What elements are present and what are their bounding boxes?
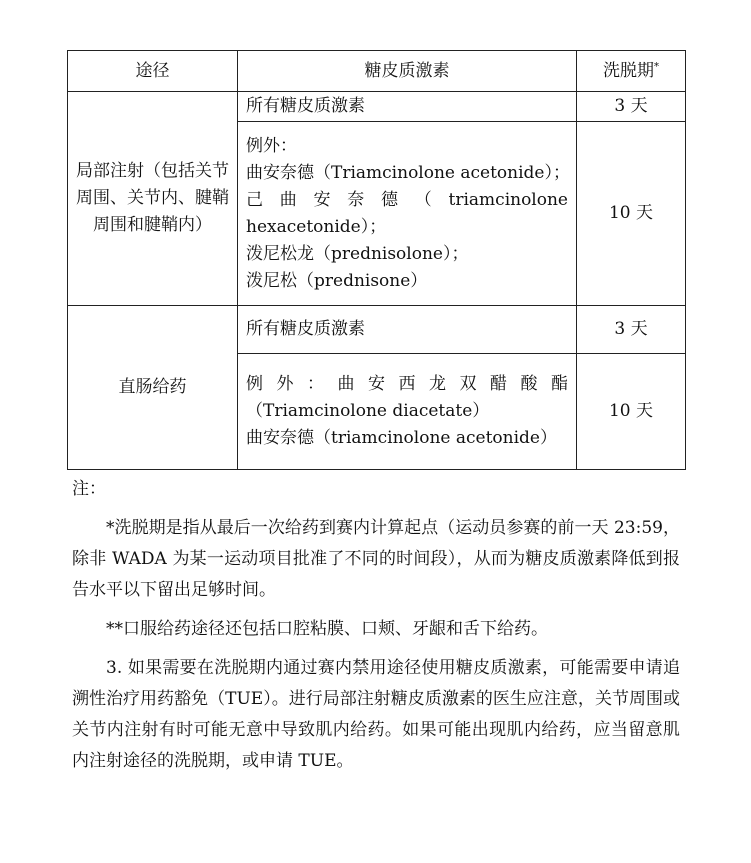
steroid-cell	[238, 306, 577, 354]
route-cell-local-injection: 局部注射（包括关节周围、关节内、腱鞘周围和腱鞘内）	[68, 92, 238, 306]
washout-table	[67, 50, 686, 470]
period-cell: 3 天	[577, 306, 686, 354]
route-cell-rectal: 直肠给药	[68, 306, 238, 470]
steroid-line: 例外：	[246, 135, 297, 156]
note-oral-route: **口服给药途径还包括口腔粘膜、口颊、牙龈和舌下给药。	[106, 619, 548, 639]
steroid-cell	[238, 354, 577, 470]
period-cell: 3 天	[577, 92, 686, 122]
steroid-line: hexacetonide）；	[246, 216, 387, 237]
notes-label: 注：	[72, 479, 106, 499]
steroid-cell	[238, 122, 577, 306]
steroid-line: 所有糖皮质激素	[246, 96, 365, 116]
table-row	[68, 92, 686, 122]
header-steroid: 糖皮质激素	[238, 51, 577, 92]
period-cell: 10 天	[577, 122, 686, 306]
steroid-line: 己 曲 安 奈 德 （ triamcinolone	[246, 189, 568, 210]
steroid-line: 例 外 ： 曲 安 西 龙 双 醋 酸 酯	[246, 374, 568, 394]
period-cell: 10 天	[577, 354, 686, 470]
steroid-line: （Triamcinolone diacetate）	[246, 401, 490, 421]
note-washout-definition: *洗脱期是指从最后一次给药到赛内计算起点（运动员参赛的前一天 23:59，除非 WADA 为某一运动项目批准了不同的时间段），从而为糖皮质激素降低到报告水平以下留出足够时间。	[72, 518, 680, 600]
steroid-line: 曲安奈德（triamcinolone acetonide）	[246, 428, 557, 448]
header-route: 途径	[68, 51, 238, 92]
steroid-line: 泼尼松（prednisone）	[246, 270, 428, 291]
header-period: 洗脱期*	[577, 51, 686, 92]
table-row	[68, 306, 686, 354]
table-header-row	[68, 51, 686, 92]
notes-section	[72, 474, 680, 777]
steroid-line: 所有糖皮质激素	[246, 319, 365, 339]
header-period-asterisk: *	[654, 60, 659, 72]
steroid-line: 泼尼松龙（prednisolone）；	[246, 243, 469, 264]
steroid-cell	[238, 92, 577, 122]
paragraph-3: 3. 如果需要在洗脱期内通过赛内禁用途径使用糖皮质激素，可能需要申请追溯性治疗用药豁免（TUE）。进行局部注射糖皮质激素的医生应注意，关节周围或关节内注射有时可能无意中导致肌内给药。如果可能出现肌内给药，应当留意肌内注射途径的洗脱期，或申请 TUE。	[72, 658, 680, 771]
steroid-line: 曲安奈德（Triamcinolone acetonide）；	[246, 162, 570, 183]
